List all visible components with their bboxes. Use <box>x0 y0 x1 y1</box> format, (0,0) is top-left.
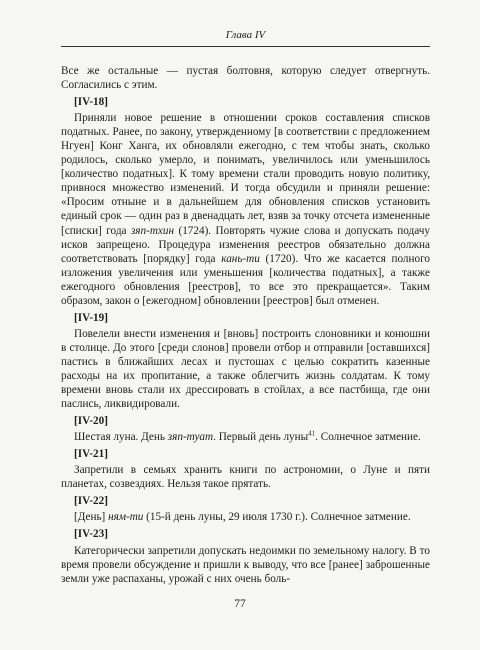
section-heading-iv-19: [IV-19] <box>74 311 108 324</box>
footnote-marker: 41 <box>308 429 316 438</box>
section-text-iv-19: Повелели внести изменения и [вновь] построить слоновники и конюшни в столице. До этого [среди слонов] провели отбор и отправили [оставшихся] пастись в ближайших лесах и пустошах с целью сократить казенные расходы на их пропитание, а также облегчить жизнь солдатам. К тому времени вновь стали их дрессировать в стойлах, а все пастбища, где они паслись, ликвидировали. <box>61 327 430 411</box>
section-heading-iv-22: [IV-22] <box>74 495 108 508</box>
section-text-iv-18: Приняли новое решение в отношении сроков составления списков податных. Ранее, по закону, утвержденному [в соответствии с предложением Нгуен] Конг Ханга, их обновляли ежегодно, с тем чтобы знать, сколько родилось, сколько умерло, и понимать, увеличилось или уменьшилось [количество податных]. К тому времени стали проводить новую политику, привнося множество изменений. И тогда обсудили и приняли решение: «Просим отныне и в дальнейшем для обновления списков установить единый срок — один раз в двенадцать лет, взяв за точку отсчета измененные [списки] года зяп-тхин (1724). Повторять чужие слова и допускать подачу исков запрещено. Процедура изменения реестров обязательно должна соответствовать [порядку] года кань-ти (1720). Что же касается полного изложения увеличения или уменьшения [количества податных], а также ежегодного обновления [реестров], то все это прекращается». Таким образом, закон о [ежегодном] обновлении [реестров] был отменен. <box>61 112 430 307</box>
page-body <box>61 64 430 586</box>
section-text-iv-20: Шестая луна. День зяп-туат. Первый день луны$^{41}$. Солнечное затмение. <box>74 429 421 444</box>
section-heading-iv-20: [IV-20] <box>74 415 108 428</box>
section-heading-iv-18: [IV-18] <box>74 96 108 109</box>
section-heading-iv-21: [IV-21] <box>74 448 108 461</box>
section-text-iv-21: Запретили в семьях хранить книги по астрономии, о Луне и пяти планетах, созвездиях. Нельзя такое прятать. <box>61 464 430 491</box>
section-text-iv-22: [День] ням-ти (15-й день луны, 29 июля 1730 г.). Солнечное затмение. <box>74 511 411 524</box>
section-heading-iv-23: [IV-23] <box>74 528 108 541</box>
header-rule <box>61 46 430 47</box>
running-header: Глава IV <box>225 29 266 41</box>
section-text-iv-23: Категорически запретили допускать недоимки по земельному налогу. В то время провели обсуждение и пришли к выводу, что все [ранее] заброшенные земли уже распаханы, урожай с них очень боль- <box>61 544 430 585</box>
intro-paragraph: Все же остальные — пустая болтовня, которую следует отвергнуть. Согласились с этим. <box>61 65 430 92</box>
page-number: 77 <box>234 598 246 610</box>
